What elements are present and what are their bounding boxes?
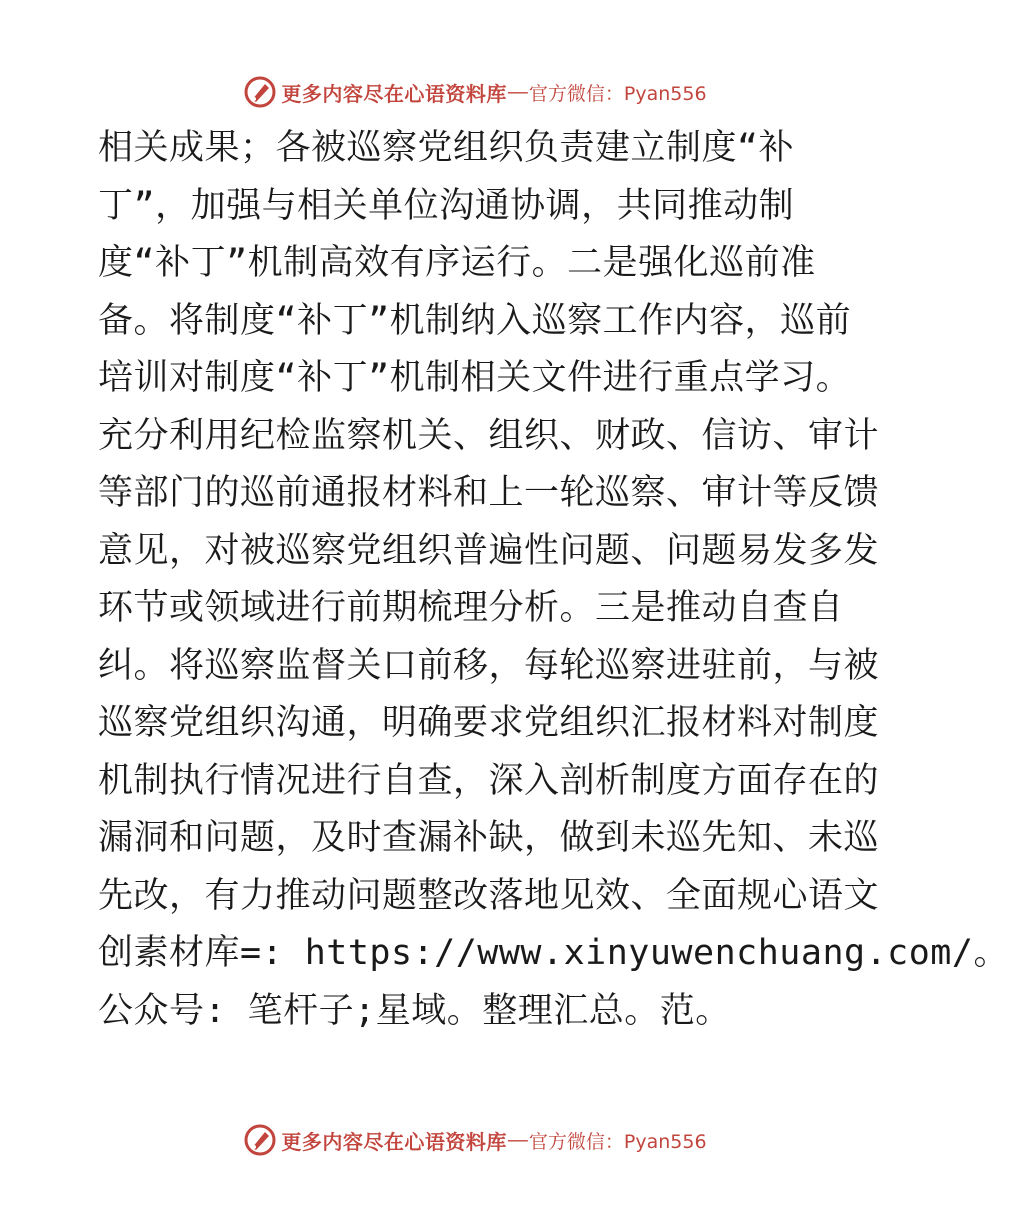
- body-line: 巡察党组织沟通，明确要求党组织汇报材料对制度: [98, 703, 880, 743]
- banner-contact-text: 官方微信：Pyan556: [528, 82, 707, 105]
- body-line: 公众号: 笔杆子;星域。整理汇总。范。: [98, 990, 731, 1031]
- body-line: 先改，有力推动问题整改落地见效、全面规心语文: [98, 875, 880, 916]
- body-line: 环节或领域进行前期梳理分析。三是推动自查自: [98, 588, 844, 628]
- document-body: [98, 120, 1009, 1040]
- footer-watermark-banner: [0, 1120, 950, 1160]
- body-line: 备。将制度“补丁”机制纳入巡察工作内容，巡前: [98, 300, 852, 341]
- banner-separator: —: [507, 1128, 528, 1151]
- body-line: 度“补丁”机制高效有序运行。二是强化巡前准: [98, 243, 816, 283]
- body-line: 相关成果；各被巡察党组织负责建立制度“补: [98, 128, 795, 168]
- pen-nib-logo-icon: [243, 1123, 277, 1157]
- header-watermark-banner: [0, 72, 950, 112]
- body-line: 等部门的巡前通报材料和上一轮巡察、审计等反馈: [98, 473, 880, 513]
- body-line: 机制执行情况进行自查，深入剖析制度方面存在的: [98, 760, 880, 801]
- body-line: 意见，对被巡察党组织普遍性问题、问题易发多发: [98, 530, 880, 571]
- pen-nib-logo-icon: [243, 75, 277, 109]
- banner-separator: —: [507, 80, 528, 103]
- banner-contact-text: 官方微信：Pyan556: [528, 1130, 707, 1153]
- body-line: 充分利用纪检监察机关、组织、财政、信访、审计: [98, 415, 880, 456]
- body-line: 漏洞和问题，及时查漏补缺，做到未巡先知、未巡: [98, 818, 880, 858]
- banner-main-text: 更多内容尽在心语资料库: [281, 1129, 507, 1154]
- body-line: 丁”，加强与相关单位沟通协调，共同推动制: [98, 185, 795, 226]
- body-line: 纠。将巡察监督关口前移，每轮巡察进驻前，与被: [98, 645, 880, 686]
- body-line: 培训对制度“补丁”机制相关文件进行重点学习。: [98, 358, 852, 398]
- banner-main-text: 更多内容尽在心语资料库: [281, 81, 507, 106]
- body-line-url: 创素材库=: https://www.xinyuwenchuang.com/。: [98, 933, 1009, 973]
